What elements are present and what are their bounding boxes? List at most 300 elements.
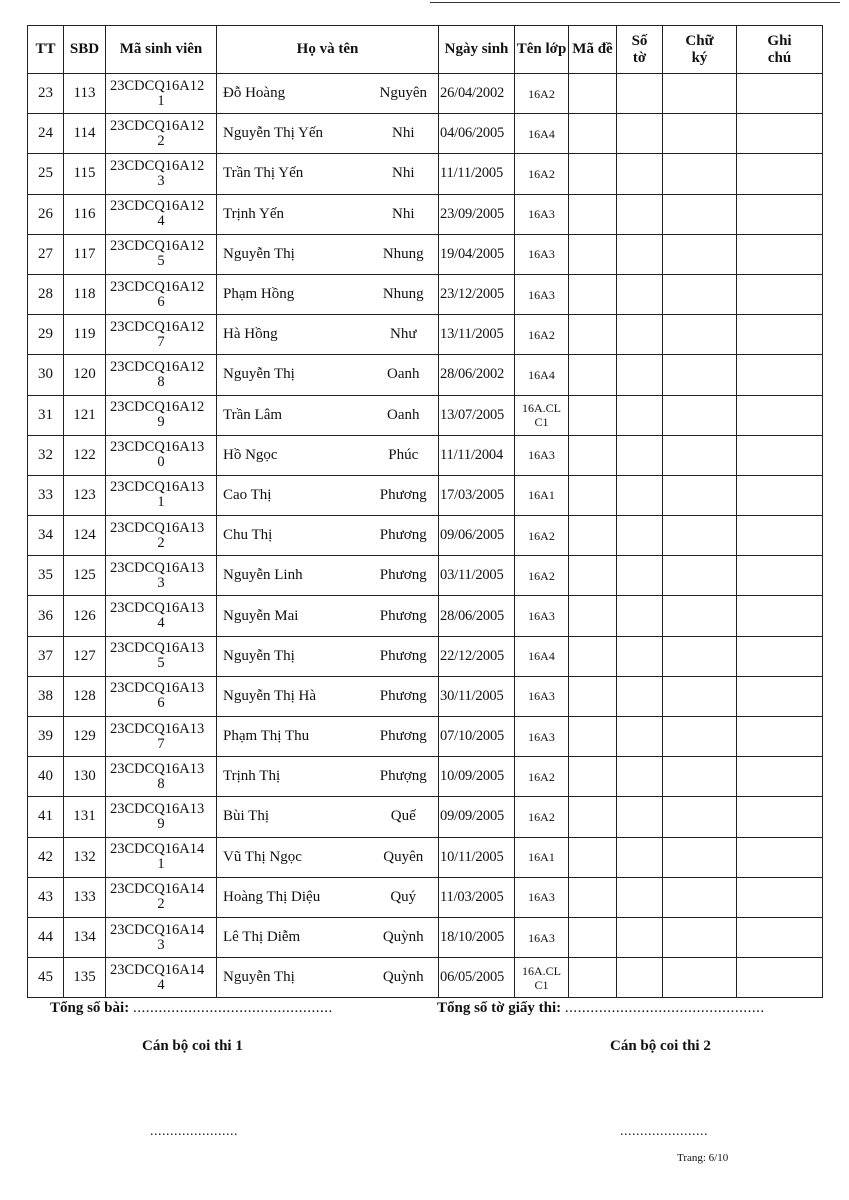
cell-signature[interactable] <box>663 676 737 716</box>
cell-note[interactable] <box>737 194 823 234</box>
cell-note[interactable] <box>737 516 823 556</box>
student-id-line-1: 23CDCQ16A13 <box>110 760 205 777</box>
cell-signature[interactable] <box>663 717 737 757</box>
student-id-line-1: 23CDCQ16A13 <box>110 439 205 456</box>
cell-dob: 18/10/2005 <box>439 917 515 957</box>
table-header-row <box>28 26 823 74</box>
cell-exam-code[interactable] <box>569 797 617 837</box>
cell-signature[interactable] <box>663 757 737 797</box>
cell-student-id <box>106 194 217 234</box>
cell-student-id <box>106 74 217 114</box>
student-id-line-2: 8 <box>157 373 165 390</box>
cell-dob: 09/09/2005 <box>439 797 515 837</box>
cell-student-id <box>106 958 217 998</box>
cell-sbd: 113 <box>64 74 106 114</box>
cell-class <box>515 234 569 274</box>
cell-student-id <box>106 797 217 837</box>
cell-sheets[interactable] <box>617 917 663 957</box>
student-id-line-1: 23CDCQ16A13 <box>110 640 205 657</box>
class-line-1: 16A2 <box>528 86 555 101</box>
table-row <box>28 717 823 757</box>
cell-note[interactable] <box>737 315 823 355</box>
student-id-line-1: 23CDCQ16A12 <box>110 77 205 94</box>
cell-given-name: Hà Hồng <box>217 315 369 355</box>
cell-exam-code[interactable] <box>569 757 617 797</box>
cell-student-id <box>106 917 217 957</box>
cell-student-id <box>106 837 217 877</box>
student-id-line-1: 23CDCQ16A14 <box>110 881 205 898</box>
total-papers <box>50 1000 333 1017</box>
header-student-id: Mã sinh viên <box>106 26 217 74</box>
cell-class <box>515 355 569 395</box>
cell-family-name: Phương <box>369 717 439 757</box>
cell-note[interactable] <box>737 435 823 475</box>
cell-given-name: Chu Thị <box>217 516 369 556</box>
cell-note[interactable] <box>737 596 823 636</box>
cell-sheets[interactable] <box>617 837 663 877</box>
class-line-1: 16A3 <box>528 247 555 262</box>
cell-given-name: Nguyễn Linh <box>217 556 369 596</box>
cell-sbd: 133 <box>64 877 106 917</box>
cell-sheets[interactable] <box>617 797 663 837</box>
table-row <box>28 877 823 917</box>
cell-signature[interactable] <box>663 234 737 274</box>
cell-given-name: Lê Thị Diễm <box>217 917 369 957</box>
cell-signature[interactable] <box>663 475 737 515</box>
student-id-line-2: 4 <box>157 615 165 632</box>
cell-family-name: Phượng <box>369 757 439 797</box>
cell-exam-code[interactable] <box>569 837 617 877</box>
cell-class <box>515 877 569 917</box>
cell-sheets[interactable] <box>617 154 663 194</box>
cell-tt: 31 <box>28 395 64 435</box>
table-row <box>28 74 823 114</box>
cell-sheets[interactable] <box>617 395 663 435</box>
cell-dob: 09/06/2005 <box>439 516 515 556</box>
cell-note[interactable] <box>737 958 823 998</box>
cell-sbd: 130 <box>64 757 106 797</box>
cell-note[interactable] <box>737 274 823 314</box>
cell-note[interactable] <box>737 556 823 596</box>
cell-class <box>515 596 569 636</box>
student-id-line-2: 9 <box>157 414 165 431</box>
cell-exam-code[interactable] <box>569 958 617 998</box>
cell-sbd: 134 <box>64 917 106 957</box>
cell-note[interactable] <box>737 234 823 274</box>
student-id-line-1: 23CDCQ16A13 <box>110 600 205 617</box>
class-line-1: 16A3 <box>528 689 555 704</box>
cell-exam-code[interactable] <box>569 315 617 355</box>
class-line-2: C1 <box>534 415 549 430</box>
student-id-line-2: 7 <box>157 735 165 752</box>
cell-sheets[interactable] <box>617 516 663 556</box>
cell-tt: 38 <box>28 676 64 716</box>
student-id-line-2: 9 <box>157 815 165 832</box>
cell-student-id <box>106 717 217 757</box>
student-id-line-2: 3 <box>157 574 165 591</box>
student-id-line-1: 23CDCQ16A14 <box>110 841 205 858</box>
cell-given-name: Nguyễn Thị Hà <box>217 676 369 716</box>
cell-signature[interactable] <box>663 556 737 596</box>
student-id-line-1: 23CDCQ16A14 <box>110 921 205 938</box>
student-id-line-1: 23CDCQ16A12 <box>110 318 205 335</box>
cell-dob: 28/06/2002 <box>439 355 515 395</box>
student-id-line-2: 4 <box>157 213 165 230</box>
cell-family-name: Oanh <box>369 355 439 395</box>
cell-given-name: Phạm Hồng <box>217 274 369 314</box>
class-line-1: 16A.CL <box>522 963 562 978</box>
cell-note[interactable] <box>737 114 823 154</box>
cell-tt: 25 <box>28 154 64 194</box>
cell-dob: 22/12/2005 <box>439 636 515 676</box>
student-id-line-1: 23CDCQ16A13 <box>110 800 205 817</box>
cell-sheets[interactable] <box>617 475 663 515</box>
cell-dob: 26/04/2002 <box>439 74 515 114</box>
cell-family-name: Quyên <box>369 837 439 877</box>
student-id-line-1: 23CDCQ16A14 <box>110 961 205 978</box>
cell-given-name: Trịnh Yến <box>217 194 369 234</box>
cell-dob: 03/11/2005 <box>439 556 515 596</box>
total-sheets <box>437 1000 765 1017</box>
cell-family-name: Phương <box>369 475 439 515</box>
cell-exam-code[interactable] <box>569 676 617 716</box>
cell-exam-code[interactable] <box>569 516 617 556</box>
cell-signature[interactable] <box>663 154 737 194</box>
cell-class <box>515 315 569 355</box>
cell-exam-code[interactable] <box>569 274 617 314</box>
table-row <box>28 958 823 998</box>
cell-note[interactable] <box>737 74 823 114</box>
student-id-line-2: 5 <box>157 253 165 270</box>
cell-tt: 24 <box>28 114 64 154</box>
cell-note[interactable] <box>737 717 823 757</box>
cell-signature[interactable] <box>663 194 737 234</box>
cell-exam-code[interactable] <box>569 154 617 194</box>
invigilator-2-sign-line: ...................... <box>620 1124 708 1139</box>
cell-note[interactable] <box>737 154 823 194</box>
cell-signature[interactable] <box>663 274 737 314</box>
cell-family-name: Phúc <box>369 435 439 475</box>
student-id-line-1: 23CDCQ16A13 <box>110 680 205 697</box>
cell-student-id <box>106 355 217 395</box>
cell-family-name: Phương <box>369 636 439 676</box>
cell-sheets[interactable] <box>617 877 663 917</box>
student-id-line-2: 1 <box>157 856 165 873</box>
cell-student-id <box>106 154 217 194</box>
cell-family-name: Nhi <box>369 194 439 234</box>
table-row <box>28 395 823 435</box>
table-row <box>28 596 823 636</box>
student-id-line-2: 2 <box>157 534 165 551</box>
cell-class <box>515 917 569 957</box>
class-line-2: C1 <box>534 977 549 992</box>
cell-exam-code[interactable] <box>569 234 617 274</box>
cell-given-name: Hoàng Thị Diệu <box>217 877 369 917</box>
cell-signature[interactable] <box>663 435 737 475</box>
cell-exam-code[interactable] <box>569 355 617 395</box>
cell-student-id <box>106 435 217 475</box>
cell-note[interactable] <box>737 917 823 957</box>
class-line-1: 16A.CL <box>522 401 562 416</box>
page-number: Trang: 6/10 <box>677 1152 729 1164</box>
cell-dob: 10/09/2005 <box>439 757 515 797</box>
student-id-line-1: 23CDCQ16A13 <box>110 559 205 576</box>
cell-tt: 42 <box>28 837 64 877</box>
cell-signature[interactable] <box>663 315 737 355</box>
class-line-1: 16A2 <box>528 769 555 784</box>
cell-exam-code[interactable] <box>569 74 617 114</box>
student-id-line-1: 23CDCQ16A13 <box>110 519 205 536</box>
cell-signature[interactable] <box>663 797 737 837</box>
cell-exam-code[interactable] <box>569 194 617 234</box>
cell-signature[interactable] <box>663 355 737 395</box>
table-row <box>28 516 823 556</box>
cell-family-name: Nhung <box>369 234 439 274</box>
cell-dob: 11/11/2004 <box>439 435 515 475</box>
cell-family-name: Phương <box>369 556 439 596</box>
cell-tt: 40 <box>28 757 64 797</box>
cell-student-id <box>106 475 217 515</box>
cell-tt: 33 <box>28 475 64 515</box>
student-id-line-2: 6 <box>157 695 165 712</box>
cell-given-name: Trịnh Thị <box>217 757 369 797</box>
table-row <box>28 154 823 194</box>
student-id-line-1: 23CDCQ16A12 <box>110 117 205 134</box>
cell-exam-code[interactable] <box>569 917 617 957</box>
cell-dob: 23/09/2005 <box>439 194 515 234</box>
cell-sbd: 120 <box>64 355 106 395</box>
cell-sbd: 115 <box>64 154 106 194</box>
cell-sheets[interactable] <box>617 114 663 154</box>
cell-tt: 43 <box>28 877 64 917</box>
cell-dob: 30/11/2005 <box>439 676 515 716</box>
cell-family-name: Nhi <box>369 114 439 154</box>
cell-family-name: Quý <box>369 877 439 917</box>
cell-given-name: Bùi Thị <box>217 797 369 837</box>
cell-note[interactable] <box>737 757 823 797</box>
cell-sheets[interactable] <box>617 234 663 274</box>
cell-note[interactable] <box>737 877 823 917</box>
cell-sheets[interactable] <box>617 355 663 395</box>
top-border-line <box>430 2 840 3</box>
table-row <box>28 274 823 314</box>
cell-signature[interactable] <box>663 74 737 114</box>
cell-tt: 28 <box>28 274 64 314</box>
class-line-1: 16A4 <box>528 126 555 141</box>
cell-exam-code[interactable] <box>569 556 617 596</box>
cell-sbd: 123 <box>64 475 106 515</box>
student-id-line-1: 23CDCQ16A12 <box>110 238 205 255</box>
cell-sheets[interactable] <box>617 274 663 314</box>
cell-sbd: 128 <box>64 676 106 716</box>
cell-class <box>515 757 569 797</box>
cell-signature[interactable] <box>663 837 737 877</box>
cell-sbd: 124 <box>64 516 106 556</box>
cell-class <box>515 676 569 716</box>
cell-sheets[interactable] <box>617 757 663 797</box>
cell-sheets[interactable] <box>617 636 663 676</box>
cell-dob: 11/03/2005 <box>439 877 515 917</box>
cell-tt: 45 <box>28 958 64 998</box>
cell-signature[interactable] <box>663 917 737 957</box>
cell-given-name: Nguyễn Thị <box>217 958 369 998</box>
cell-signature[interactable] <box>663 114 737 154</box>
cell-family-name: Nhi <box>369 154 439 194</box>
cell-exam-code[interactable] <box>569 435 617 475</box>
student-id-line-2: 0 <box>157 454 165 471</box>
cell-sheets[interactable] <box>617 435 663 475</box>
cell-tt: 23 <box>28 74 64 114</box>
cell-dob: 28/06/2005 <box>439 596 515 636</box>
cell-dob: 13/07/2005 <box>439 395 515 435</box>
table-row <box>28 556 823 596</box>
cell-dob: 10/11/2005 <box>439 837 515 877</box>
student-id-line-1: 23CDCQ16A12 <box>110 399 205 416</box>
cell-student-id <box>106 114 217 154</box>
student-id-line-2: 3 <box>157 936 165 953</box>
cell-sheets[interactable] <box>617 596 663 636</box>
cell-exam-code[interactable] <box>569 877 617 917</box>
cell-signature[interactable] <box>663 395 737 435</box>
cell-note[interactable] <box>737 395 823 435</box>
student-id-line-2: 8 <box>157 775 165 792</box>
cell-sheets[interactable] <box>617 74 663 114</box>
student-id-line-2: 2 <box>157 132 165 149</box>
cell-note[interactable] <box>737 475 823 515</box>
cell-dob: 04/06/2005 <box>439 114 515 154</box>
student-id-line-2: 1 <box>157 92 165 109</box>
student-id-line-2: 3 <box>157 172 165 189</box>
cell-signature[interactable] <box>663 596 737 636</box>
cell-note[interactable] <box>737 636 823 676</box>
cell-sheets[interactable] <box>617 556 663 596</box>
student-id-line-1: 23CDCQ16A12 <box>110 157 205 174</box>
cell-given-name: Nguyễn Thị Yến <box>217 114 369 154</box>
table-row <box>28 676 823 716</box>
cell-family-name: Oanh <box>369 395 439 435</box>
cell-sbd: 125 <box>64 556 106 596</box>
cell-note[interactable] <box>737 837 823 877</box>
cell-student-id <box>106 274 217 314</box>
cell-sheets[interactable] <box>617 315 663 355</box>
cell-student-id <box>106 596 217 636</box>
cell-tt: 29 <box>28 315 64 355</box>
cell-tt: 37 <box>28 636 64 676</box>
student-id-line-1: 23CDCQ16A12 <box>110 278 205 295</box>
student-id-line-1: 23CDCQ16A13 <box>110 720 205 737</box>
cell-sheets[interactable] <box>617 194 663 234</box>
cell-dob: 13/11/2005 <box>439 315 515 355</box>
cell-family-name: Quỳnh <box>369 917 439 957</box>
class-line-1: 16A4 <box>528 649 555 664</box>
cell-given-name: Vũ Thị Ngọc <box>217 837 369 877</box>
cell-given-name: Đỗ Hoàng <box>217 74 369 114</box>
cell-exam-code[interactable] <box>569 636 617 676</box>
cell-exam-code[interactable] <box>569 395 617 435</box>
cell-class <box>515 636 569 676</box>
cell-tt: 44 <box>28 917 64 957</box>
total-sheets-dots: ............................................... <box>564 1000 765 1016</box>
invigilator-1-title: Cán bộ coi thi 1 <box>142 1038 243 1054</box>
table-row <box>28 636 823 676</box>
cell-note[interactable] <box>737 355 823 395</box>
cell-sheets[interactable] <box>617 717 663 757</box>
cell-sheets[interactable] <box>617 676 663 716</box>
cell-dob: 07/10/2005 <box>439 717 515 757</box>
cell-student-id <box>106 757 217 797</box>
cell-note[interactable] <box>737 676 823 716</box>
cell-exam-code[interactable] <box>569 475 617 515</box>
cell-family-name: Phương <box>369 596 439 636</box>
cell-signature[interactable] <box>663 636 737 676</box>
cell-given-name: Trần Thị Yến <box>217 154 369 194</box>
cell-given-name: Nguyễn Thị <box>217 355 369 395</box>
cell-given-name: Nguyễn Mai <box>217 596 369 636</box>
cell-class <box>515 837 569 877</box>
table-row <box>28 837 823 877</box>
cell-given-name: Nguyễn Thị <box>217 636 369 676</box>
class-line-1: 16A3 <box>528 287 555 302</box>
cell-class <box>515 154 569 194</box>
header-sheets: Số tờ <box>617 26 663 74</box>
cell-signature[interactable] <box>663 516 737 556</box>
cell-signature[interactable] <box>663 877 737 917</box>
cell-student-id <box>106 234 217 274</box>
cell-tt: 32 <box>28 435 64 475</box>
student-id-line-1: 23CDCQ16A12 <box>110 358 205 375</box>
cell-given-name: Nguyễn Thị <box>217 234 369 274</box>
cell-exam-code[interactable] <box>569 717 617 757</box>
table-row <box>28 234 823 274</box>
student-id-line-2: 5 <box>157 655 165 672</box>
cell-sbd: 129 <box>64 717 106 757</box>
cell-given-name: Trần Lâm <box>217 395 369 435</box>
cell-tt: 26 <box>28 194 64 234</box>
cell-class <box>515 74 569 114</box>
header-note: Ghi chú <box>737 26 823 74</box>
class-line-1: 16A2 <box>528 327 555 342</box>
cell-student-id <box>106 516 217 556</box>
cell-tt: 35 <box>28 556 64 596</box>
table-row <box>28 194 823 234</box>
cell-note[interactable] <box>737 797 823 837</box>
cell-sbd: 132 <box>64 837 106 877</box>
total-papers-label: Tổng số bài: <box>50 1000 130 1016</box>
class-line-1: 16A1 <box>528 488 555 503</box>
cell-dob: 11/11/2005 <box>439 154 515 194</box>
total-sheets-label: Tổng số tờ giấy thi: <box>437 1000 562 1016</box>
cell-tt: 36 <box>28 596 64 636</box>
cell-sbd: 127 <box>64 636 106 676</box>
cell-family-name: Nguyên <box>369 74 439 114</box>
cell-family-name: Như <box>369 315 439 355</box>
cell-class <box>515 114 569 154</box>
cell-sbd: 116 <box>64 194 106 234</box>
table-row <box>28 315 823 355</box>
cell-exam-code[interactable] <box>569 596 617 636</box>
student-id-line-2: 4 <box>157 976 165 993</box>
header-exam-code: Mã đề <box>569 26 617 74</box>
student-id-line-2: 1 <box>157 494 165 511</box>
cell-family-name: Phương <box>369 676 439 716</box>
cell-dob: 17/03/2005 <box>439 475 515 515</box>
cell-sheets[interactable] <box>617 958 663 998</box>
cell-sbd: 119 <box>64 315 106 355</box>
cell-signature[interactable] <box>663 958 737 998</box>
invigilator-1-sign-line: ...................... <box>150 1124 238 1139</box>
cell-sbd: 131 <box>64 797 106 837</box>
cell-exam-code[interactable] <box>569 114 617 154</box>
